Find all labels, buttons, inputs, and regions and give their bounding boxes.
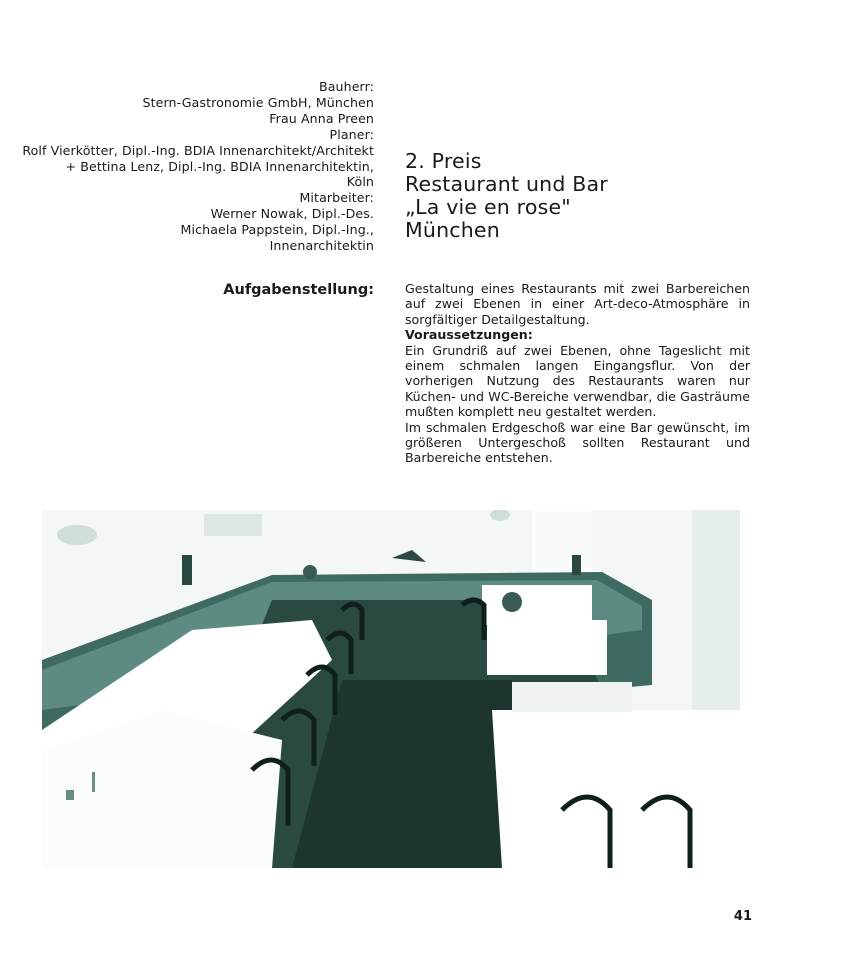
page-number: 41 [733, 909, 752, 924]
credit-line: Frau Anna Preen [269, 110, 374, 126]
restaurant-interior-photo [42, 510, 740, 868]
heading-line: München [405, 218, 500, 242]
credit-line: Bauherr: [318, 79, 374, 94]
restaurant-photo-illustration [42, 510, 740, 868]
credit-line: Werner Nowak, Dipl.-Des. [210, 206, 374, 222]
credit-line: Planer: [329, 126, 374, 142]
credit-line: Innenarchitektin [269, 238, 374, 254]
project-credits [20, 79, 374, 254]
paragraph: Gestaltung eines Restaurants mit zwei Barbereichen auf zwei Ebenen in einer Art-deco-Atmosphäre in sorgfältiger Detailgestaltung. [405, 281, 750, 327]
credit-line: Stern-Gastronomie GmbH, München [142, 94, 374, 110]
credit-line: + Bettina Lenz, Dipl.-Ing. BDIA Innenarchitektin, [65, 158, 374, 174]
heading-line: „La vie en rose" [405, 195, 571, 219]
paragraph: Ein Grundriß auf zwei Ebenen, ohne Tageslicht mit einem schmalen langen Eingangsflur. Von der vorherigen Nutzung des Restaurants waren nur Küchen- und WC-Bereiche verwendbar, die Gasträume mußten komplett neu gestaltet werden. [405, 342, 750, 420]
credit-line: Michaela Pappstein, Dipl.-Ing., [180, 222, 374, 238]
credit-line: Rolf Vierkötter, Dipl.-Ing. BDIA Innenarchitekt/Architekt [22, 142, 374, 158]
award-heading [405, 150, 608, 242]
credit-line: Mitarbeiter: [299, 190, 374, 206]
subheading: Voraussetzungen: [405, 327, 533, 343]
section-label: Aufgabenstellung: [223, 282, 374, 298]
task-description [405, 281, 750, 466]
paragraph: Im schmalen Erdgeschoß war eine Bar gewünscht, im größeren Untergeschoß sollten Restaurant und Barbereiche entstehen. [405, 419, 750, 466]
credit-line: Köln [346, 174, 374, 190]
heading-line: 2. Preis [405, 149, 482, 173]
heading-line: Restaurant und Bar [405, 172, 608, 196]
